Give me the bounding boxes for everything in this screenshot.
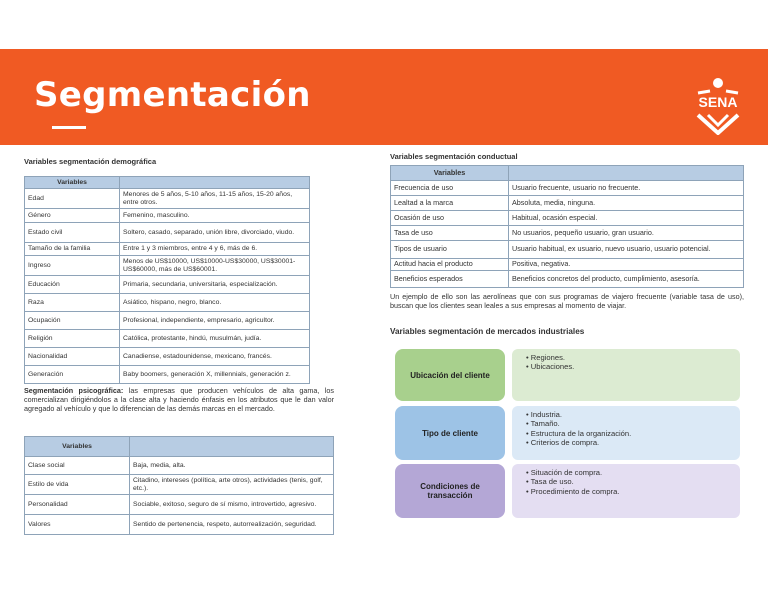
table-row bbox=[25, 209, 310, 223]
variable-values: Asiático, hispano, negro, blanco. bbox=[120, 294, 310, 312]
industrial-group-list bbox=[512, 406, 740, 460]
table-header-empty bbox=[509, 166, 744, 181]
list-item: • Tamaño. bbox=[526, 419, 730, 428]
industrial-group-label: Condiciones de transacción bbox=[395, 464, 505, 518]
variable-name: Raza bbox=[25, 294, 120, 312]
variable-values: Baja, media, alta. bbox=[130, 457, 334, 475]
conductual-title: Variables segmentación conductual bbox=[390, 152, 518, 161]
list-item: • Regiones. bbox=[526, 353, 730, 362]
table-header-variables: Variables bbox=[25, 437, 130, 457]
variable-values: Profesional, independiente, empresario, agricultor. bbox=[120, 312, 310, 330]
table-row bbox=[25, 515, 334, 535]
page-title: Segmentación bbox=[34, 75, 311, 115]
variable-values: Menores de 5 años, 5-10 años, 11-15 años, 15-20 años, entre otros. bbox=[120, 189, 310, 209]
variable-name: Religión bbox=[25, 330, 120, 348]
variable-values: Habitual, ocasión especial. bbox=[509, 211, 744, 226]
variable-name: Personalidad bbox=[25, 495, 130, 515]
variable-name: Beneficios esperados bbox=[391, 271, 509, 288]
industrial-group-label: Ubicación del cliente bbox=[395, 349, 505, 401]
industriales-title: Variables segmentación de mercados industriales bbox=[390, 327, 585, 336]
variable-values: Usuario frecuente, usuario no frecuente. bbox=[509, 181, 744, 196]
list-item: • Procedimiento de compra. bbox=[526, 487, 730, 496]
variable-name: Ocasión de uso bbox=[391, 211, 509, 226]
variable-values: Primaria, secundaria, universitaria, especialización. bbox=[120, 276, 310, 294]
title-underline bbox=[52, 126, 86, 129]
variable-name: Educación bbox=[25, 276, 120, 294]
sena-logo-text: SENA bbox=[698, 94, 738, 110]
table-row bbox=[391, 181, 744, 196]
table-row bbox=[25, 312, 310, 330]
psicografica-lead: Segmentación psicográfica: bbox=[24, 386, 124, 395]
table-header-empty bbox=[120, 177, 310, 189]
list-item: • Situación de compra. bbox=[526, 468, 730, 477]
variable-values: Sociable, exitoso, seguro de sí mismo, introvertido, agresivo. bbox=[130, 495, 334, 515]
table-row bbox=[25, 495, 334, 515]
variable-name: Actitud hacia el producto bbox=[391, 259, 509, 271]
variable-values: Menos de US$10000, US$10000-US$30000, US$30001-US$60000, más de US$60001. bbox=[120, 256, 310, 276]
variable-values: Sentido de pertenencia, respeto, autorrealización, seguridad. bbox=[130, 515, 334, 535]
psicografica-text: las empresas que producen vehículos de alta gama, los comercializan dirigiéndolos a la clase alta y haciendo énfasis en los atributos que le dan valor agregado al vehículo y que lo diferencian de las demás marcas en el mercado. bbox=[24, 386, 334, 413]
variable-name: Edad bbox=[25, 189, 120, 209]
table-row bbox=[391, 226, 744, 241]
industrial-group-list bbox=[512, 349, 740, 401]
table-row bbox=[25, 276, 310, 294]
conductual-example: Un ejemplo de ello son las aerolíneas que con sus programas de viajero frecuente (variable tasa de uso), buscan que los clientes sean leales a sus empresas al momento de viajar. bbox=[390, 292, 744, 310]
variable-name: Tamaño de la familia bbox=[25, 243, 120, 256]
variable-values: Baby boomers, generación X, millennials, generación z. bbox=[120, 366, 310, 384]
table-header-empty bbox=[130, 437, 334, 457]
variable-name: Estilo de vida bbox=[25, 475, 130, 495]
variable-name: Clase social bbox=[25, 457, 130, 475]
variable-name: Ocupación bbox=[25, 312, 120, 330]
variable-values: Usuario habitual, ex usuario, nuevo usuario, usuario potencial. bbox=[509, 241, 744, 259]
table-row bbox=[391, 259, 744, 271]
table-row bbox=[25, 243, 310, 256]
conductual-table bbox=[390, 165, 744, 288]
variable-name: Ingreso bbox=[25, 256, 120, 276]
list-item: • Tasa de uso. bbox=[526, 477, 730, 486]
table-row bbox=[25, 330, 310, 348]
variable-values: Absoluta, media, ninguna. bbox=[509, 196, 744, 211]
industrial-group-list bbox=[512, 464, 740, 518]
table-row bbox=[25, 366, 310, 384]
variable-name: Nacionalidad bbox=[25, 348, 120, 366]
table-row bbox=[391, 271, 744, 288]
industrial-group-label: Tipo de cliente bbox=[395, 406, 505, 460]
variable-values: Soltero, casado, separado, unión libre, divorciado, viudo. bbox=[120, 223, 310, 243]
variable-name: Valores bbox=[25, 515, 130, 535]
sena-logo bbox=[690, 77, 746, 135]
variable-name: Lealtad a la marca bbox=[391, 196, 509, 211]
table-row bbox=[25, 348, 310, 366]
list-item: • Industria. bbox=[526, 410, 730, 419]
variable-name: Tipos de usuario bbox=[391, 241, 509, 259]
table-header-variables: Variables bbox=[25, 177, 120, 189]
table-row bbox=[25, 294, 310, 312]
table-row bbox=[25, 457, 334, 475]
table-row bbox=[25, 475, 334, 495]
table-row bbox=[25, 223, 310, 243]
list-item: • Criterios de compra. bbox=[526, 438, 730, 447]
variable-values: Citadino, intereses (política, arte otros), actividades (tenis, golf, etc.). bbox=[130, 475, 334, 495]
demografica-title: Variables segmentación demográfica bbox=[24, 157, 157, 166]
variable-name: Frecuencia de uso bbox=[391, 181, 509, 196]
list-item: • Estructura de la organización. bbox=[526, 429, 730, 438]
variable-name: Tasa de uso bbox=[391, 226, 509, 241]
variable-name: Estado civil bbox=[25, 223, 120, 243]
table-row bbox=[391, 211, 744, 226]
header-banner bbox=[0, 49, 768, 145]
variable-values: Católica, protestante, hindú, musulmán, judía. bbox=[120, 330, 310, 348]
variable-values: Positiva, negativa. bbox=[509, 259, 744, 271]
variable-values: Canadiense, estadounidense, mexicano, francés. bbox=[120, 348, 310, 366]
demografica-table bbox=[24, 176, 310, 384]
table-row bbox=[25, 256, 310, 276]
variable-values: Femenino, masculino. bbox=[120, 209, 310, 223]
variable-name: Género bbox=[25, 209, 120, 223]
variable-name: Generación bbox=[25, 366, 120, 384]
variable-values: Entre 1 y 3 miembros, entre 4 y 6, más de 6. bbox=[120, 243, 310, 256]
table-header-variables: Variables bbox=[391, 166, 509, 181]
psicografica-paragraph bbox=[24, 386, 334, 413]
psicografica-table bbox=[24, 436, 334, 535]
table-row bbox=[25, 189, 310, 209]
table-row bbox=[391, 241, 744, 259]
list-item: • Ubicaciones. bbox=[526, 362, 730, 371]
variable-values: Beneficios concretos del producto, cumplimiento, asesoría. bbox=[509, 271, 744, 288]
variable-values: No usuarios, pequeño usuario, gran usuario. bbox=[509, 226, 744, 241]
table-row bbox=[391, 196, 744, 211]
